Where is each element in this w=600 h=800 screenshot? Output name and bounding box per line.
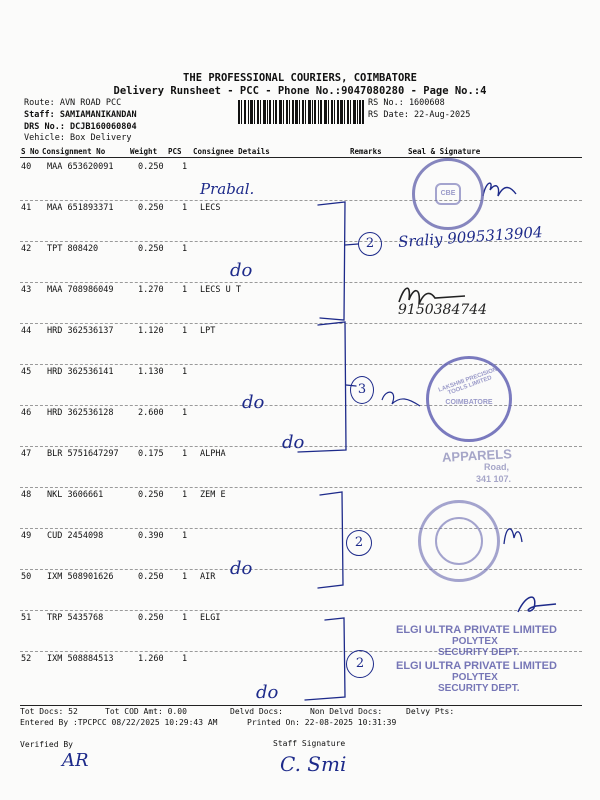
signature-scribble: [395, 280, 475, 310]
col-details: Consignee Details: [193, 147, 270, 156]
drs-label: DRS No.: DCJB160060804: [24, 122, 137, 132]
row-weight: 1.260: [138, 654, 164, 664]
runsheet-subtitle: Delivery Runsheet - PCC - Phone No.:9047080280 - Page No.:4: [113, 85, 487, 97]
row-details: LECS: [200, 203, 221, 213]
handwritten-prabal: Prabal.: [200, 180, 255, 198]
row-consignment: IXM 508884513: [47, 654, 114, 664]
table-row: [20, 569, 582, 611]
row-sno: 45: [21, 367, 32, 377]
stamp-text: POLYTEX: [452, 672, 498, 683]
circled-count: 2: [346, 650, 374, 678]
company-seal-stamp: [412, 448, 552, 488]
row-sno: 44: [21, 326, 32, 336]
row-sno: 47: [21, 449, 32, 459]
row-pcs: 1: [182, 244, 188, 254]
row-weight: 0.390: [138, 531, 164, 541]
row-consignment: CUD 2454098: [47, 531, 104, 541]
total-cod: Tot COD Amt: 0.00: [105, 707, 187, 716]
stamp-text: ELGI ULTRA PRIVATE LIMITED: [396, 624, 557, 636]
stamp-text: SECURITY DEPT.: [438, 647, 520, 658]
row-pcs: 1: [182, 203, 188, 213]
col-weight: Weight: [130, 147, 158, 156]
handwritten-ditto: do: [230, 260, 253, 281]
company-seal-stamp: [418, 500, 500, 582]
rs-number: RS No.: 1600608: [368, 98, 445, 108]
row-consignment: BLR 5751647297: [47, 449, 119, 459]
stamp-text: LAKSHMI PRECISION TOOLS LIMITED: [437, 366, 499, 397]
stamp-text: POLYTEX: [452, 636, 498, 647]
row-details: LPT: [200, 326, 216, 336]
row-consignment: IXM 508901626: [47, 572, 114, 582]
handwritten-ditto: do: [282, 432, 305, 453]
row-weight: 0.175: [138, 449, 164, 459]
table-row: [20, 487, 582, 529]
table-row: [20, 323, 582, 365]
row-pcs: 1: [182, 531, 188, 541]
stamp-text: SECURITY DEPT.: [438, 683, 520, 694]
row-details: AIR: [200, 572, 216, 582]
row-consignment: HRD 362536141: [47, 367, 114, 377]
non-delivered-docs: Non Delvd Docs:: [310, 707, 383, 716]
row-details: ELGI: [200, 613, 221, 623]
row-consignment: TRP 5435768: [47, 613, 104, 623]
row-weight: 0.250: [138, 162, 164, 172]
row-pcs: 1: [182, 162, 188, 172]
row-weight: 0.250: [138, 244, 164, 254]
row-weight: 0.250: [138, 613, 164, 623]
stamp-text: CBE: [435, 183, 461, 205]
company-seal-stamp: [396, 624, 586, 694]
col-remarks: Remarks: [350, 147, 382, 156]
stamp-text: APPARELS: [441, 446, 513, 465]
handwritten-ditto: do: [230, 558, 253, 579]
row-consignment: MAA 708986049: [47, 285, 114, 295]
company-title: THE PROFESSIONAL COURIERS, COIMBATORE: [183, 72, 417, 84]
row-weight: 0.250: [138, 572, 164, 582]
row-consignment: MAA 653620091: [47, 162, 114, 172]
row-sno: 42: [21, 244, 32, 254]
handwritten-ditto: do: [242, 392, 265, 413]
row-weight: 0.250: [138, 203, 164, 213]
handwritten-phone: Sraliy 9095313904: [397, 222, 544, 252]
staff-label: Staff: SAMIAMANIKANDAN: [24, 110, 137, 120]
row-pcs: 1: [182, 367, 188, 377]
barcode: [238, 100, 364, 124]
row-sno: 40: [21, 162, 32, 172]
table-row: [20, 282, 582, 324]
row-consignment: MAA 651893371: [47, 203, 114, 213]
staff-signature: C. Smi: [280, 752, 347, 776]
stamp-text: ELGI ULTRA PRIVATE LIMITED: [396, 660, 557, 672]
row-consignment: TPT 808420: [47, 244, 99, 254]
row-weight: 1.120: [138, 326, 164, 336]
row-consignment: HRD 362536128: [47, 408, 114, 418]
circled-count: 2: [358, 232, 382, 256]
delivered-docs: Delvd Docs:: [230, 707, 283, 716]
signature-scribble: [512, 588, 558, 618]
handwritten-phone: 9150384744: [398, 302, 488, 318]
col-consignment: Consignment No: [42, 147, 106, 156]
col-pcs: PCS: [168, 147, 182, 156]
verified-signature: AR: [62, 750, 89, 771]
row-sno: 46: [21, 408, 32, 418]
delivery-points: Delvy Pts:: [406, 707, 455, 716]
signature-scribble: [480, 176, 520, 200]
row-details: ZEM E: [200, 490, 226, 500]
table-row: [20, 241, 582, 283]
row-pcs: 1: [182, 326, 188, 336]
col-sno: S No: [21, 147, 40, 156]
row-sno: 41: [21, 203, 32, 213]
vehicle-label: Vehicle: Box Delivery: [24, 133, 132, 143]
row-pcs: 1: [182, 285, 188, 295]
row-pcs: 1: [182, 654, 188, 664]
signature-scribble: [500, 520, 526, 550]
table-header: [20, 145, 582, 158]
rs-date: RS Date: 22-Aug-2025: [368, 110, 471, 120]
stamp-text: 341 107.: [476, 474, 512, 484]
verified-by-label: Verified By: [20, 740, 73, 749]
row-weight: 0.250: [138, 490, 164, 500]
entered-by: Entered By :TPCPCC 08/22/2025 10:29:43 AM: [20, 718, 218, 727]
row-pcs: 1: [182, 449, 188, 459]
printed-on: Printed On: 22-08-2025 10:31:39: [247, 718, 397, 727]
handwritten-ditto: do: [256, 682, 279, 703]
row-details: ALPHA: [200, 449, 226, 459]
row-consignment: HRD 362536137: [47, 326, 114, 336]
stamp-text: Road,: [484, 462, 510, 472]
row-weight: 2.600: [138, 408, 164, 418]
row-pcs: 1: [182, 613, 188, 623]
row-weight: 1.270: [138, 285, 164, 295]
signature-scribble: [378, 386, 424, 414]
row-consignment: NKL 3606661: [47, 490, 104, 500]
staff-signature-label: Staff Signature: [273, 739, 346, 748]
row-pcs: 1: [182, 490, 188, 500]
row-sno: 52: [21, 654, 32, 664]
circled-count: 2: [346, 530, 372, 556]
row-sno: 49: [21, 531, 32, 541]
row-weight: 1.130: [138, 367, 164, 377]
row-sno: 51: [21, 613, 32, 623]
stamp-text: COIMBATORE: [445, 399, 493, 406]
row-sno: 48: [21, 490, 32, 500]
row-pcs: 1: [182, 408, 188, 418]
row-sno: 43: [21, 285, 32, 295]
row-pcs: 1: [182, 572, 188, 582]
company-seal-stamp: [412, 158, 484, 230]
col-seal: Seal & Signature: [408, 147, 481, 156]
route-label: Route: AVN ROAD PCC: [24, 98, 122, 108]
row-sno: 50: [21, 572, 32, 582]
company-seal-stamp: [426, 356, 512, 442]
circled-count: 3: [350, 376, 374, 404]
total-docs: Tot Docs: 52: [20, 707, 78, 716]
row-details: LECS U T: [200, 285, 241, 295]
